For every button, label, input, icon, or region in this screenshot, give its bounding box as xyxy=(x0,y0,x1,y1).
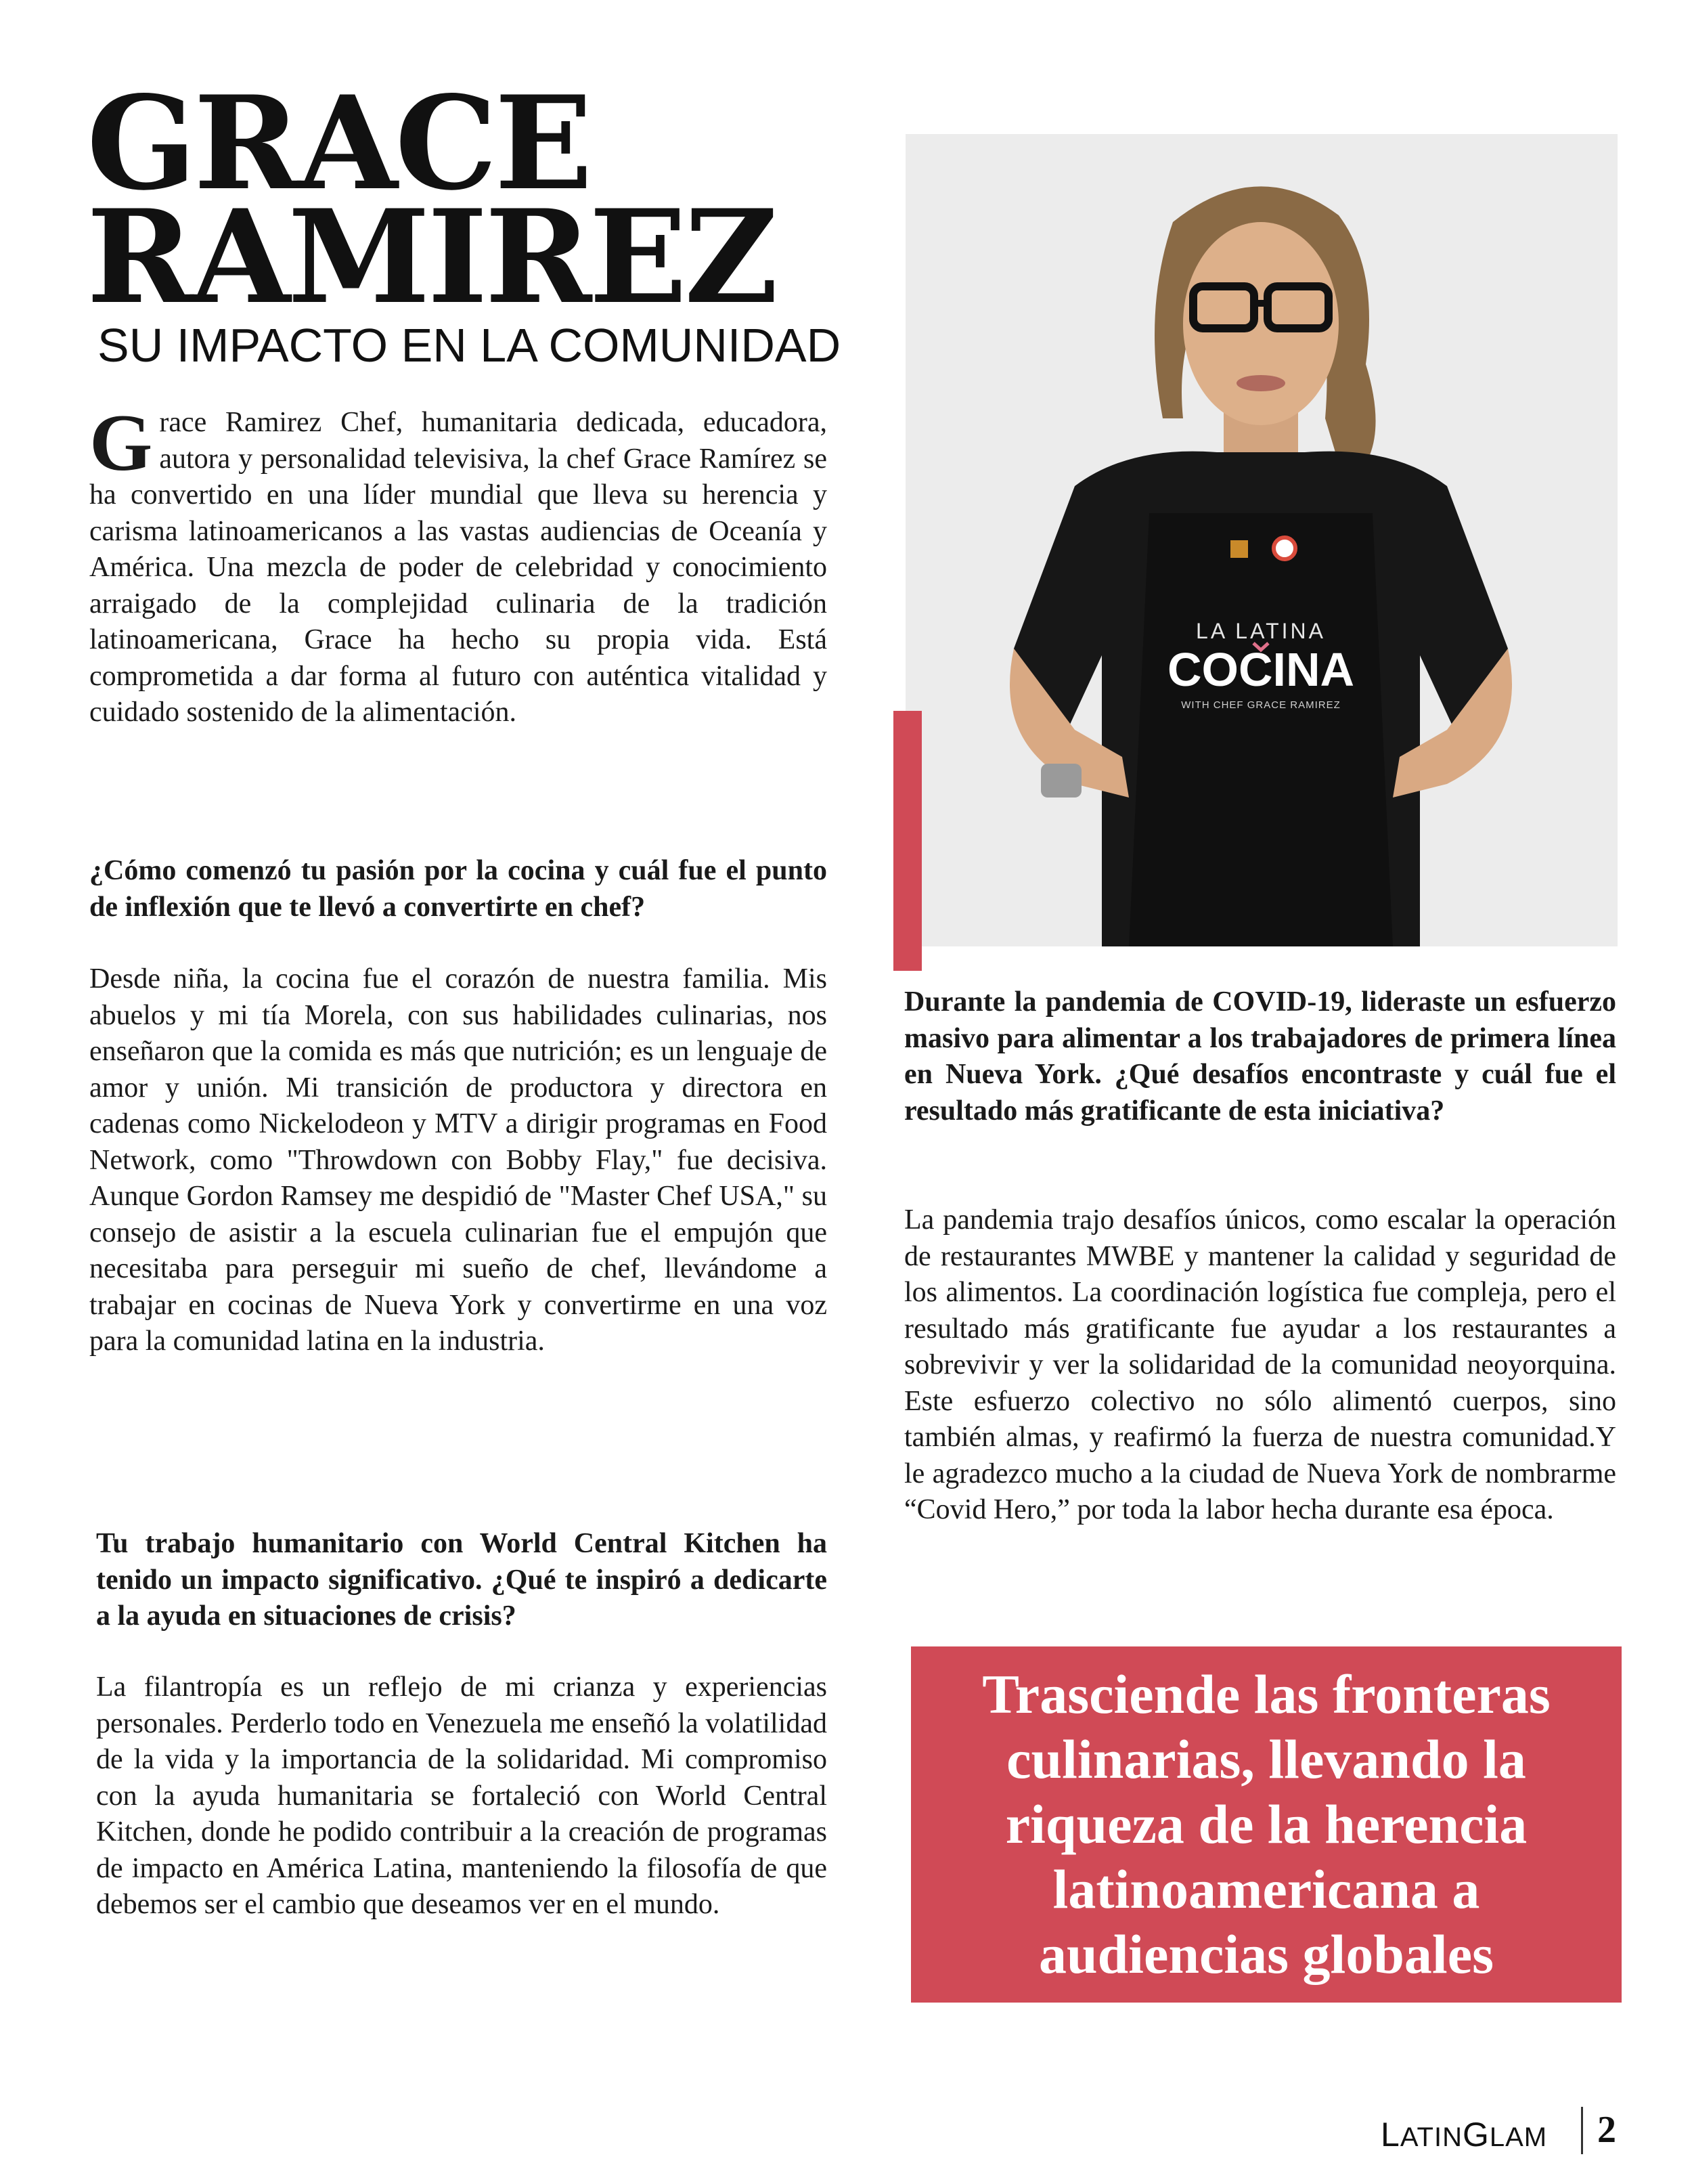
pull-quote: Trasciende las fronteras culinarias, llevando la riqueza de la herencia latinoamericana a audiencias globales xyxy=(911,1646,1622,2003)
brand-text-atin: ATIN xyxy=(1400,2122,1463,2152)
chef-portrait-photo xyxy=(906,134,1618,946)
answer-1: Desde niña, la cocina fue el corazón de nuestra familia. Mis abuelos y mi tía Morela, con sus habilidades culinarias, nos enseñaron que la comida es más que nutrición; es un lenguaje de amor y unión. Mi transición de productora y directora en cadenas como Nickelodeon y MTV a dirigir programas en Food Network, como "Throwdown con Bobby Flay," fue decisiva. Aunque Gordon Ramsey me despidió de "Master Chef USA," su consejo de asistir a la escuela culinarian fue el empujón que necesitaba para perseguir mi sueño de chef, llevándome a trabajar en cocinas de Nueva York y convertirme en una voz para la comunidad latina en la industria. xyxy=(89,963,827,1357)
apron-logo-line-2: COCINA xyxy=(1167,643,1355,696)
drop-cap: G xyxy=(89,397,153,487)
question-1: ¿Cómo comenzó tu pasión por la cocina y cuál fue el punto de inflexión que te llevó a convertirte en chef? xyxy=(89,855,827,923)
brand-initial-g: G xyxy=(1462,2116,1490,2154)
title-line-2: RAMIREZ xyxy=(87,181,776,332)
footer-divider xyxy=(1581,2107,1583,2154)
brand-initial-l: L xyxy=(1381,2116,1400,2154)
apron-logo-line-3: WITH CHEF GRACE RAMIREZ xyxy=(1181,699,1341,711)
article-title xyxy=(87,68,776,332)
apron-logo-line-1: LA LATINA xyxy=(1196,619,1326,643)
intro-text: race Ramirez Chef, humanitaria dedicada, educadora, autora y personalidad televisiva, la chef Grace Ramírez se ha convertido en una líder mundial que lleva su herencia y carisma latinoamericanos a las vastas audiencias de Oceanía y América. Una mezcla de poder de celebridad y conocimiento arraigado de la complejidad culinaria de la tradición latinoamericana, Grace ha hecho su propia vida. Está comprometida a dar forma al futuro con auténtica vitalidad y cuidado sostenido de la alimentación. xyxy=(89,407,827,728)
magazine-brand xyxy=(1381,2115,1547,2154)
article-subtitle: SU IMPACTO EN LA COMUNIDAD xyxy=(97,319,841,372)
portrait-illustration xyxy=(906,134,1618,946)
answer-3: La pandemia trajo desafíos únicos, como escalar la operación de restaurantes MWBE y mantener la calidad y seguridad de los alimentos. La coordinación logística fue compleja, pero el resultado más gratificante fue ayudar a los restaurantes a sobrevivir y ver la solidaridad de la comunidad neoyorquina. Este esfuerzo colectivo no sólo alimentó cuerpos, sino también almas, y reafirmó la fuerza de nuestra comunidad.Y le agradezco mucho a la ciudad de Nueva York de nombrarme “Covid Hero,” por toda la labor hecha durante esa época. xyxy=(904,1204,1616,1525)
brand-text-lam: LAM xyxy=(1489,2122,1548,2152)
intro-paragraph xyxy=(89,397,827,731)
question-3: Durante la pandemia de COVID-19, lideraste un esfuerzo masivo para alimentar a los trabajadores de primera línea en Nueva York. ¿Qué desafíos encontraste y cuál fue el resultado más gratificante de esta iniciativa? xyxy=(904,986,1616,1127)
title-line-1: GRACE xyxy=(87,68,590,219)
answer-2: La filantropía es un reflejo de mi crianza y experiencias personales. Perderlo todo en Venezuela me enseñó la volatilidad de la vida y la importancia de la solidaridad. Mi compromiso con la ayuda humanitaria se fortaleció con World Central Kitchen, donde he podido contribuir a la creación de programas de impacto en América Latina, manteniendo la filosofía de que debemos ser el cambio que deseamos ver en el mundo. xyxy=(96,1672,827,1920)
accent-bar xyxy=(893,711,922,971)
page-number: 2 xyxy=(1597,2109,1616,2151)
question-2: Tu trabajo humanitario con World Central Kitchen ha tenido un impacto significativo. ¿Qué te inspiró a dedicarte a la ayuda en situaciones de crisis? xyxy=(96,1528,827,1632)
